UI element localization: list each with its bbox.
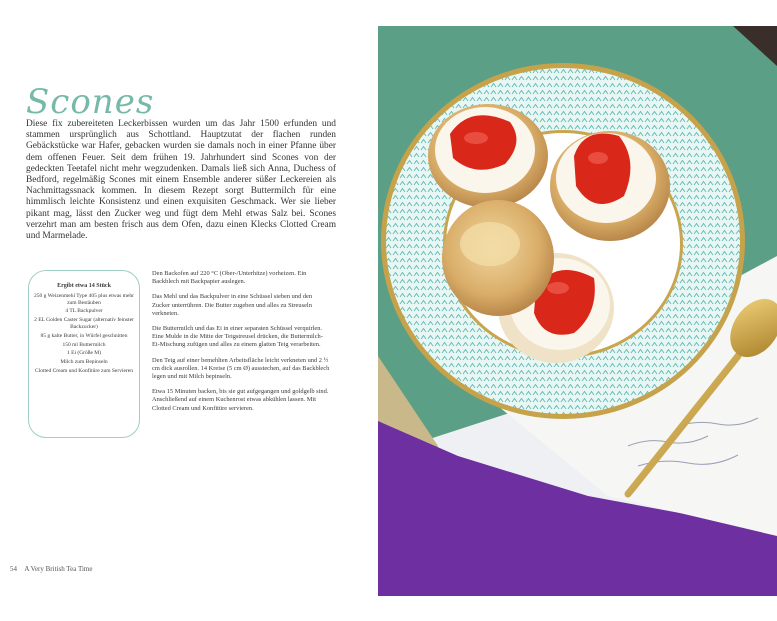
ingredients-heading: Ergibt etwa 14 Stück [57,283,111,289]
method-step: Die Buttermilch und das Ei in einer separaten Schüssel verquirlen. Eine Mulde in die Mitte der Teigstreusel drücken, die Buttermilch-Ei-Mischung zufügen und alles zu einem glatten Teig verarbeiten. [152,325,323,349]
ingredients-box [28,270,140,438]
text-page [0,0,378,621]
ingredient-item: 4 TL Backpulver [65,308,103,315]
recipe-intro: Diese fix zubereiteten Leckerbissen wurden um das Jahr 1500 erfunden und stammen ursprünglich aus Schottland. Hauptzutat der flachen runden Gebäckstücke war Hafer, gebacken wurden sie damals noch in einer Pfanne über dem offenen Feuer. Seit dem frühen 19. Jahrhundert sind Scones von der gedeckten Teetafel nicht mehr wegzudenken. Damals ließ sich Anna, Duchess of Bedford, regelmäßig Scones mit einem Ensemble anderer süßer Leckereien als Nachmittagssnack kommen. In diesem Rezept sorgt Buttermilch für eine himmlisch leichte Konsistenz und einen exquisiten Geschmack. Wer sie lieber pikant mag, lässt den Zucker weg und fügt dem Mehl etwas Salz bei. Scones verzehrt man am besten frisch aus dem Ofen, dazu einen Klecks Clotted Cream und Marmelade. [26,119,336,242]
page-number: 54 [10,565,17,573]
ingredient-item: 250 g Weizenmehl Type 405 plus etwas mehr zum Bestäuben [34,292,134,306]
scones-photo [378,26,777,596]
ingredient-item: 1 Ei (Größe M) [66,350,102,357]
scones-photo-illustration [378,26,777,596]
method-step: Den Backofen auf 220 °C (Ober-/Unterhitze) vorheizen. Ein Backblech mit Backpapier auslegen. [152,270,307,286]
method-step: Etwa 15 Minuten backen, bis sie gut aufgegangen und goldgelb sind. Anschließend auf einem Kuchenrost etwas abkühlen lassen. Mit Clotted Cream und Konfitüre servieren. [152,388,329,412]
ingredients-list [34,283,134,377]
method-step: Den Teig auf einer bemehlten Arbeitsfläche leicht verkneten und 2 ½ cm dick ausrollen. 14 Kreise (5 cm Ø) ausstechen, auf das Backblech legen und mit Milch bepinseln. [152,356,330,381]
page-footer [10,565,98,573]
ingredient-item: 2 EL Golden Caster Sugar (alternativ feinster Backzucker) [34,317,134,330]
method-step: Das Mehl und das Backpulver in eine Schüssel sieben und den Zucker unterrühren. Die Butter zugeben und alles zu Streuseln verkneten. [152,293,313,317]
recipe-title: Scones [26,82,155,122]
method-steps [152,270,330,420]
ingredient-item: Milch zum Bepinseln [60,359,108,366]
ingredient-item: 85 g kalte Butter, in Würfel geschnitten [40,332,128,339]
book-title: A Very British Tea Time [24,565,93,573]
ingredient-item: 150 ml Buttermilch [62,341,106,348]
ingredient-item: Clotted Cream und Konfitüre zum Servieren [35,367,133,374]
